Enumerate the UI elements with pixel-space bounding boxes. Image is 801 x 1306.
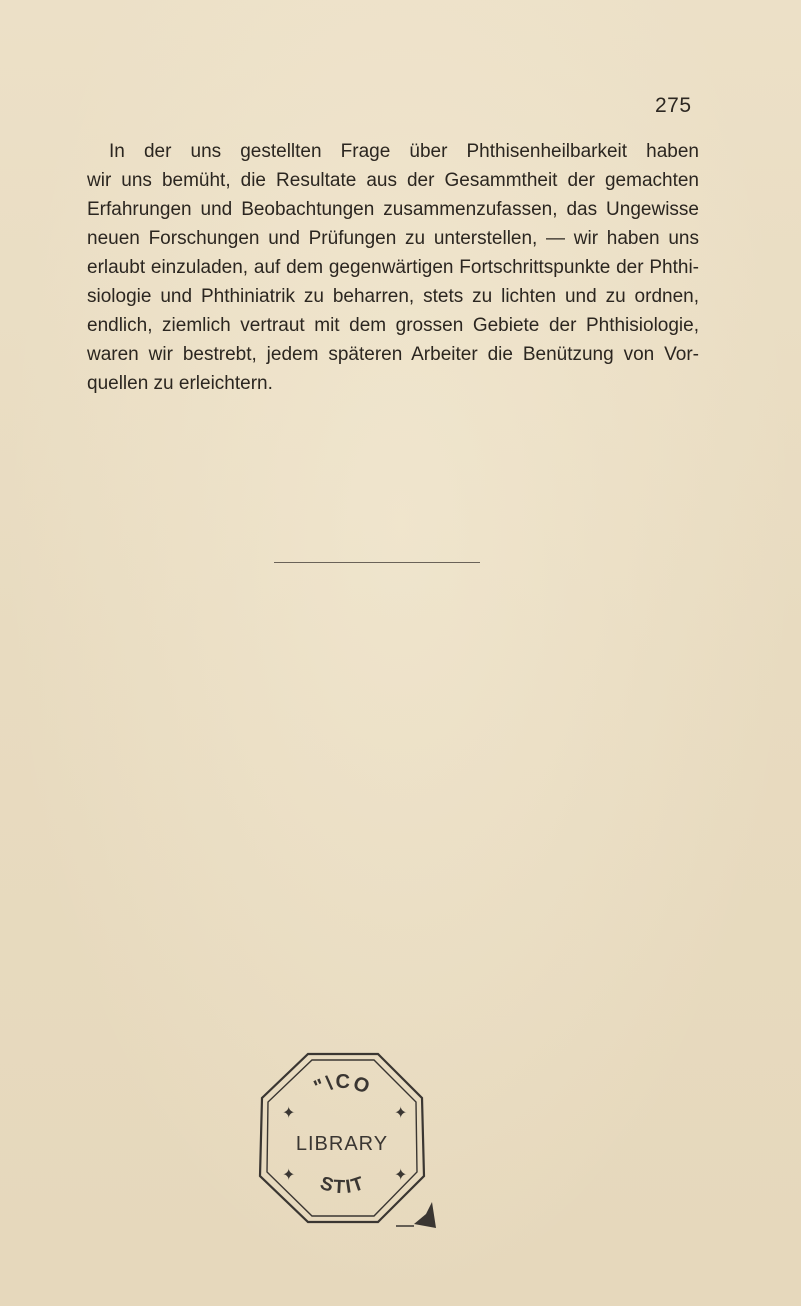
library-stamp-icon — [246, 1048, 438, 1228]
page-number: 275 — [655, 94, 692, 117]
stamp-ornament-icon: ✦ — [282, 1165, 296, 1184]
svg-text:"\CO — [311, 1071, 374, 1099]
section-divider — [274, 562, 480, 563]
text-line: quellen zu erleichtern. — [87, 373, 273, 394]
stamp-bottom-text: STIT — [317, 1172, 369, 1199]
text-line: neuen Forschungen und Prüfungen zu unterstellen, — wir haben uns — [87, 228, 699, 249]
stamp-ornament-icon: ✦ — [282, 1103, 296, 1122]
text-line: waren wir bestrebt, jedem späteren Arbeiter die Benützung von Vor- — [87, 344, 699, 365]
text-line: siologie und Phthiniatrik zu beharren, stets zu lichten und zu ordnen, — [87, 286, 699, 307]
stamp-top-text: "\CO — [310, 1070, 375, 1100]
text-line: Erfahrungen und Beobachtungen zusammenzufassen, das Ungewisse — [87, 199, 699, 220]
stamp-ornament-icon: ✦ — [394, 1103, 408, 1122]
library-stamp — [246, 1048, 438, 1228]
paragraph — [87, 137, 699, 398]
stamp-ornament-icon: ✦ — [394, 1165, 408, 1184]
stamp-center-text: LIBRARY — [295, 1133, 389, 1155]
text-line: endlich, ziemlich vertraut mit dem grossen Gebiete der Phthisiologie, — [87, 315, 699, 336]
text-line: In der uns gestellten Frage über Phthisenheilbarkeit haben — [109, 141, 699, 162]
text-line: erlaubt einzuladen, auf dem gegenwärtigen Fortschrittspunkte der Phthi- — [87, 257, 699, 278]
svg-text:STIT — [317, 1173, 368, 1199]
text-line: wir uns bemüht, die Resultate aus der Gesammtheit der gemachten — [87, 170, 699, 191]
